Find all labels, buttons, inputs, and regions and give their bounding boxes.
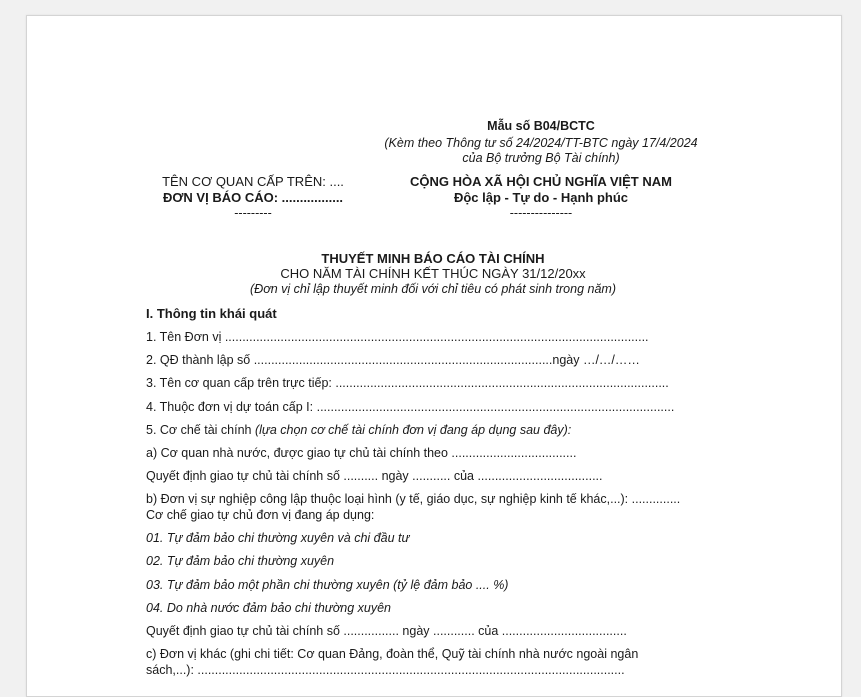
reporting-unit: ĐƠN VỊ BÁO CÁO: ................. [162,190,344,205]
document-page [26,15,842,697]
other-unit-line-1: c) Đơn vị khác (ghi chi tiết: Cơ quan Đảng, đoàn thể, Quỹ tài chính nhà nước ngoài ngân [146,647,639,661]
form-reference-line-2: của Bộ trưởng Bộ Tài chính) [462,151,620,165]
budget-unit-line: 4. Thuộc đơn vị dự toán cấp I: ....................................................................................................... [146,400,675,414]
country-name: CỘNG HÒA XÃ HỘI CHỦ NGHĨA VIỆT NAM [410,174,672,189]
section-heading: I. Thông tin khái quát [146,306,277,321]
form-reference-line-1: (Kèm theo Thông tư số 24/2024/TT-BTC ngày 17/4/2024 [384,136,698,150]
option-01: 01. Tự đảm bảo chi thường xuyên và chi đầu tư [146,531,410,545]
report-subtitle: CHO NĂM TÀI CHÍNH KẾT THÚC NGÀY 31/12/20xx [280,266,586,281]
option-02: 02. Tự đảm bảo chi thường xuyên [146,554,335,568]
establishment-decision-line: 2. QĐ thành lập số ......................................................................................ngày …/…/…… [146,353,640,367]
agency-above: TÊN CƠ QUAN CẤP TRÊN: .... [162,174,344,189]
public-unit-decision-line: Quyết định giao tự chủ tài chính số ................ ngày ............ của .................................... [146,624,627,638]
state-agency-decision-line: Quyết định giao tự chủ tài chính số .......... ngày ........... của .................................... [146,469,603,483]
option-03: 03. Tự đảm bảo một phần chi thường xuyên (tỷ lệ đảm bảo .... %) [146,578,509,592]
report-title: THUYẾT MINH BÁO CÁO TÀI CHÍNH [321,251,545,266]
autonomy-mechanism-line: Cơ chế giao tự chủ đơn vị đang áp dụng: [146,508,375,522]
right-header-divider: --------------- [509,206,573,220]
option-04: 04. Do nhà nước đảm bảo chi thường xuyên [146,601,391,615]
financial-mechanism-label: 5. Cơ chế tài chính [146,423,255,437]
direct-superior-line: 3. Tên cơ quan cấp trên trực tiếp: ................................................................................................ [146,376,669,390]
financial-mechanism-line [146,423,571,437]
financial-mechanism-instruction: (lựa chọn cơ chế tài chính đơn vị đang áp dụng sau đây): [254,423,572,437]
public-unit-line: b) Đơn vị sự nghiệp công lập thuộc loại hình (y tế, giáo dục, sự nghiệp kinh tế khác,...): .............. [146,492,681,506]
state-agency-line: a) Cơ quan nhà nước, được giao tự chủ tài chính theo .................................... [146,446,577,460]
report-note: (Đơn vị chỉ lập thuyết minh đối với chỉ tiêu có phát sinh trong năm) [250,282,616,296]
other-unit-line-2: sách,...): ........................................................................................................................... [146,663,625,677]
left-header-divider: --------- [234,206,272,220]
unit-name-line: 1. Tên Đơn vị .......................................................................................................................... [146,330,649,344]
country-motto: Độc lập - Tự do - Hạnh phúc [453,190,629,205]
form-code: Mẫu số B04/BCTC [487,119,595,133]
